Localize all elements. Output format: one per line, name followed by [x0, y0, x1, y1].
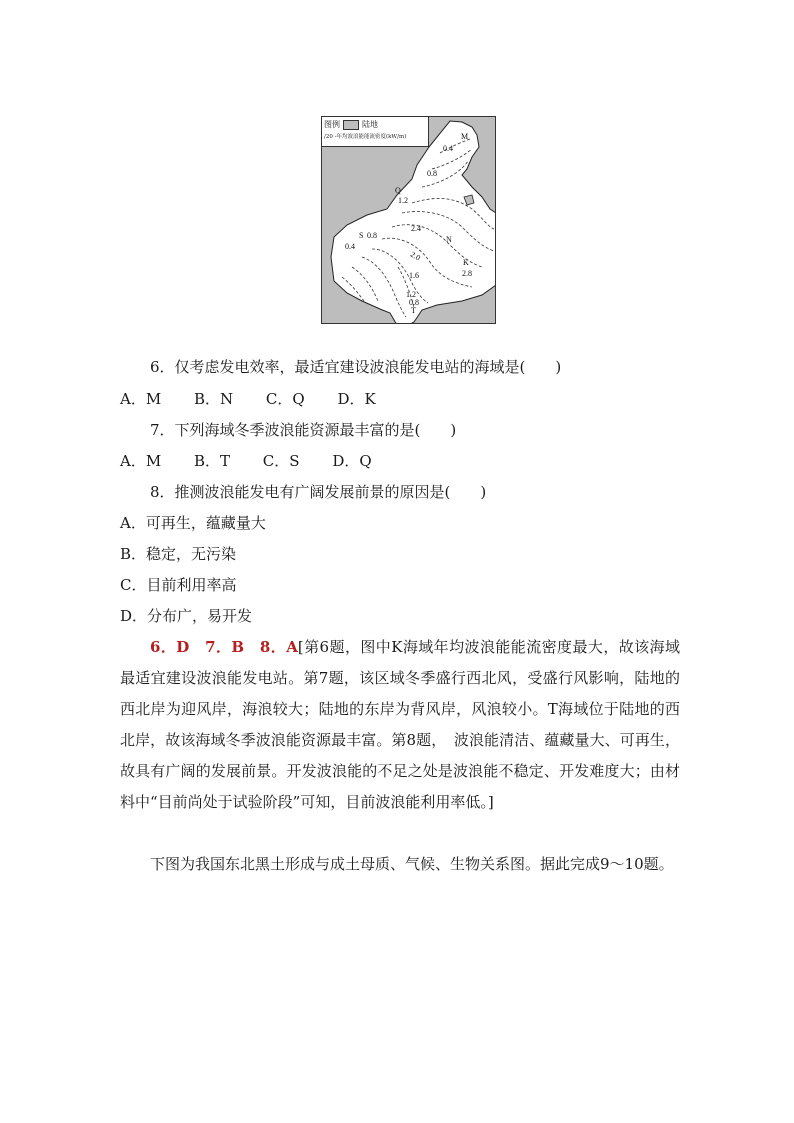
label-N: N: [446, 235, 452, 244]
q6-option-b: B．N: [193, 390, 234, 408]
isoline-value: 0.8: [427, 169, 437, 178]
isoline-value: 1.2: [406, 290, 416, 299]
q8-option-d: D．分布广，易开发: [120, 607, 253, 625]
q7-option-d: D．Q: [332, 452, 372, 470]
q6-option-a: A．M: [120, 390, 162, 408]
q7-option-b: B．T: [193, 452, 231, 470]
wave-energy-map: [321, 116, 496, 324]
isoline-value: 1.2: [398, 196, 408, 205]
legend-isoline-label: ∕20 -年均波浪能能流密度(kW/m): [324, 134, 407, 140]
label-S: S: [359, 231, 364, 240]
answer-block: [120, 632, 680, 818]
legend-row-land: [324, 119, 426, 130]
q8-option-b: B．稳定，无污染: [120, 545, 237, 563]
isoline-value: 0.8: [409, 298, 419, 307]
next-intro: 下图为我国东北黑土形成与成土母质、气候、生物关系图。据此完成9～10题。: [150, 855, 674, 873]
isoline-value: 2.8: [462, 269, 472, 278]
q6-option-d: D．K: [337, 390, 376, 408]
answer-explanation: [第6题，图中K海域年均波浪能能流密度最大，故该海域最适宜建设波浪能发电站。第7题，该区域冬季盛行西北风，受盛行风影响，陆地的西北岸为迎风岸，海浪较大；陆地的东岸为背风岸，风浪较小。T海域位于陆地的西北岸，故该海域冬季波浪能资源最丰富。第8题， 波浪能清洁、蕴藏量大、可再生，故具有广阔的发展前景。开发波浪能的不足之处是波浪能不稳定、开发难度大；由材料中“目前尚处于试验阶段”可知，目前波浪能利用率低。]: [120, 638, 680, 811]
map-drawing: [322, 117, 496, 324]
q8-option-a: A．可再生，蕴藏量大: [120, 514, 266, 532]
isoline-value: 1.6: [409, 271, 419, 280]
land-swatch-icon: [343, 120, 359, 130]
label-Q: Q: [395, 186, 401, 195]
isoline-value: 0.4: [345, 242, 355, 251]
isoline-value: 0.4: [443, 144, 453, 153]
legend-land-label: 陆地: [362, 120, 378, 129]
q7-option-a: A．M: [120, 452, 162, 470]
legend-title: 图例: [324, 120, 340, 129]
q7-option-c: C．S: [262, 452, 300, 470]
q8-stem: 8．推测波浪能发电有广阔发展前景的原因是( ): [150, 483, 487, 501]
label-M: M: [461, 132, 469, 141]
label-T: T: [411, 306, 416, 315]
isoline-value: 2.0: [408, 249, 422, 263]
answer-keys: 6．D 7．B 8．A: [150, 638, 298, 656]
q7-options: [120, 446, 680, 477]
isoline-value: 0.8: [367, 231, 377, 240]
isoline-value: 2.4: [411, 224, 421, 233]
q6-option-c: C．Q: [265, 390, 305, 408]
map-legend: [322, 117, 429, 147]
q8-option-c: C．目前利用率高: [120, 576, 237, 594]
q6-options: [120, 384, 680, 415]
label-K: K: [463, 258, 469, 267]
q6-stem: 6．仅考虑发电效率，最适宜建设波浪能发电站的海域是( ): [150, 358, 562, 376]
q7-stem: 7．下列海域冬季波浪能资源最丰富的是( ): [150, 421, 457, 439]
